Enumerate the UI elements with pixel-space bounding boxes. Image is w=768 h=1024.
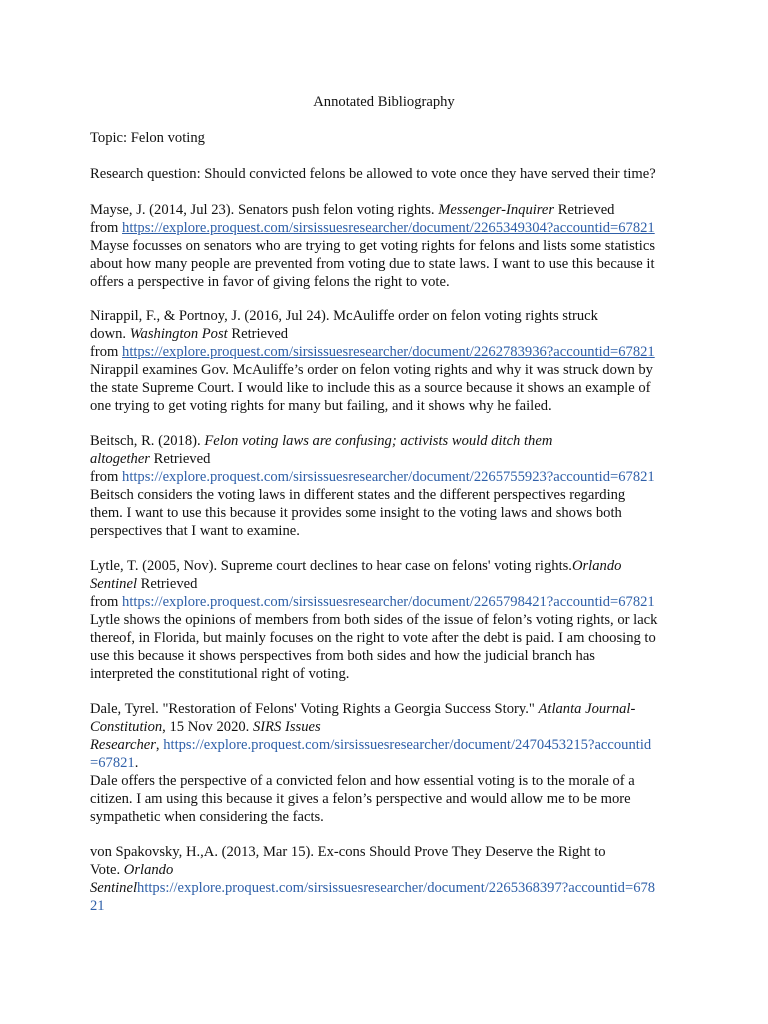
annotation-line: citizen. I am using this because it gives a felon’s perspective and would allow me to be more — [90, 791, 631, 807]
annotation-line: Beitsch considers the voting laws in different states and the different perspectives regarding — [90, 487, 626, 503]
source-link[interactable]: https://explore.proquest.com/sirsissuesresearcher/document/2262783936?accountid=67821 — [122, 344, 655, 360]
research-question: Research question: Should convicted felons be allowed to vote once they have served their time? — [90, 166, 656, 182]
source-link[interactable]: https://explore.proquest.com/sirsissuesresearcher/document/2265349304?accountid=67821 — [122, 220, 655, 236]
source-link[interactable]: https://explore.proquest.com/sirsissuesresearcher/document/2265755923?accountid=67821 — [122, 469, 655, 485]
bibliography-entry-lytle: Lytle, T. (2005, Nov). Supreme court declines to hear case on felons' voting rights.Orlando Sentinel Retrieved from https://explore.proquest.com/sirsissuesresearcher/document/2265798421?accountid=67821 Lytle shows the opinions of members from both sides of the issue of felon’s voting rights, or lack thereof, in Florida, but mainly focuses on the right to vote after the debt is paid. I am choosing to use this because it shows perspectives from both sides and how the judicial branch has interpreted the constitutional right of voting. — [90, 557, 690, 683]
annotation-line: them. I want to use this because it provides some insight to the voting laws and shows both — [90, 505, 622, 521]
bibliography-entry-dale: Dale, Tyrel. "Restoration of Felons' Voting Rights a Georgia Success Story." Atlanta Journal- Constitution, 15 Nov 2020. SIRS Issues Researcher, https://explore.proquest.com/sirsissuesresearcher/document/2470453215?accountid =67821. Dale offers the perspective of a convicted felon and how essential voting is to the morale of a citizen. I am using this because it gives a felon’s perspective and would allow me to be more sympathetic when considering the facts. — [90, 700, 690, 826]
citation: von Spakovsky, H.,A. (2013, Mar 15). Ex-cons Should Prove They Deserve the Right to — [90, 844, 606, 860]
citation: Nirappil, F., & Portnoy, J. (2016, Jul 24). McAuliffe order on felon voting rights struck — [90, 308, 598, 324]
source-link[interactable]: https://explore.proquest.com/sirsissuesresearcher/document/2265798421?accountid=67821 — [122, 594, 655, 610]
annotation-line: Mayse focusses on senators who are trying to get voting rights for felons and lists some statistics — [90, 238, 656, 254]
annotation-line: one trying to get voting rights for many but failing, and it shows why he failed. — [90, 398, 552, 414]
annotation-line: about how many people are prevented from voting due to state laws. I want to use this because it — [90, 256, 655, 272]
bibliography-entry-nirappil: Nirappil, F., & Portnoy, J. (2016, Jul 24). McAuliffe order on felon voting rights struck down. Washington Post Retrieved from https://explore.proquest.com/sirsissuesresearcher/document/2262783936?accountid=67821 Nirappil examines Gov. McAuliffe’s order on felon voting rights and why it was struck down by the state Supreme Court. I would like to include this as a source because it shows an example of one trying to get voting rights for many but failing, and it shows why he failed. — [90, 307, 690, 415]
annotation-line: Nirappil examines Gov. McAuliffe’s order on felon voting rights and why it was struck down by — [90, 362, 653, 378]
annotation-line: use this because it shows perspectives from both sides and how the judicial branch has — [90, 648, 595, 664]
bibliography-entry-beitsch: Beitsch, R. (2018). Felon voting laws are confusing; activists would ditch them altogether Retrieved from https://explore.proquest.com/sirsissuesresearcher/document/2265755923?accountid=67821 Beitsch considers the voting laws in different states and the different perspectives regarding them. I want to use this because it provides some insight to the voting laws and shows both perspectives that I want to examine. — [90, 432, 690, 540]
citation: Mayse, J. (2014, Jul 23). Senators push felon voting rights. Messenger-Inquirer Retrieved — [90, 202, 615, 218]
source-link-continued[interactable]: 21 — [90, 898, 105, 914]
annotation-line: sympathetic when considering the facts. — [90, 809, 324, 825]
annotation-line: Dale offers the perspective of a convicted felon and how essential voting is to the morale of a — [90, 773, 635, 789]
citation: Beitsch, R. (2018). Felon voting laws are confusing; activists would ditch them — [90, 433, 553, 449]
bibliography-entry-von-spakovsky: von Spakovsky, H.,A. (2013, Mar 15). Ex-cons Should Prove They Deserve the Right to Vote. Orlando Sentinelhttps://explore.proquest.com/sirsissuesresearcher/document/2265368397?accountid=678 21 — [90, 843, 690, 915]
citation: Dale, Tyrel. "Restoration of Felons' Voting Rights a Georgia Success Story." Atlanta Journal- — [90, 701, 636, 717]
document-title: Annotated Bibliography — [313, 94, 455, 110]
annotation-line: thereof, in Florida, but mainly focuses on the right to vote after the debt is paid. I am choosing to — [90, 630, 656, 646]
citation: Lytle, T. (2005, Nov). Supreme court declines to hear case on felons' voting rights.Orlando — [90, 558, 622, 574]
annotation-line: perspectives that I want to examine. — [90, 523, 300, 539]
topic-line: Topic: Felon voting — [90, 130, 205, 146]
source-link[interactable]: https://explore.proquest.com/sirsissuesresearcher/document/2470453215?accountid — [163, 737, 652, 753]
annotation-line: the state Supreme Court. I would like to include this as a source because it shows an example of — [90, 380, 651, 396]
annotation-line: Lytle shows the opinions of members from both sides of the issue of felon’s voting rights, or lack — [90, 612, 658, 628]
annotation-line: offers a perspective in favor of giving felons the right to vote. — [90, 274, 450, 290]
source-link-continued[interactable]: =67821 — [90, 755, 135, 771]
bibliography-entry-mayse: Mayse, J. (2014, Jul 23). Senators push felon voting rights. Messenger-Inquirer Retrieved from https://explore.proquest.com/sirsissuesresearcher/document/2265349304?accountid=67821 Mayse focusses on senators who are trying to get voting rights for felons and lists some statistics about how many people are prevented from voting due to state laws. I want to use this because it offers a perspective in favor of giving felons the right to vote. — [90, 201, 690, 291]
annotation-line: interpreted the constitutional right of voting. — [90, 666, 350, 682]
source-link[interactable]: https://explore.proquest.com/sirsissuesresearcher/document/2265368397?accountid=678 — [137, 880, 656, 896]
